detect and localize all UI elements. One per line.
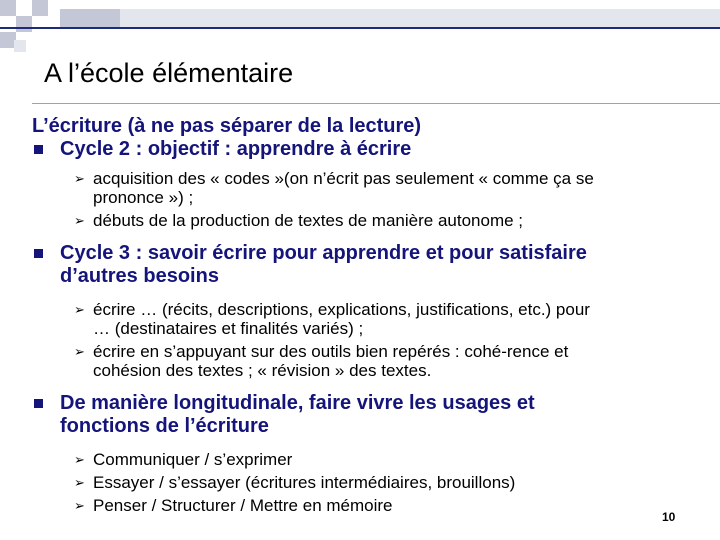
- title-rule: [32, 103, 720, 104]
- arrow-bullet-icon: ➢: [74, 171, 85, 186]
- bullet-level2: [32, 496, 702, 515]
- bullet-level2-text: prononce ») ;: [93, 188, 194, 207]
- deco-square: [32, 0, 48, 16]
- bullet-level1-text: fonctions de l’écriture: [60, 415, 269, 437]
- bullet-level1-text: Cycle 3 : savoir écrire pour apprendre et pour satisfaire: [60, 242, 587, 264]
- sections-list: [32, 138, 702, 515]
- arrow-bullet-icon: ➢: [74, 344, 85, 359]
- slide-body: [32, 114, 702, 515]
- bullet-level2-text: écrire … (récits, descriptions, explications, justifications, etc.) pour: [93, 300, 590, 319]
- arrow-bullet-icon: ➢: [74, 452, 85, 467]
- bullet-level2-text: cohésion des textes ; « révision » des textes.: [93, 361, 432, 380]
- bullet-level2-text: acquisition des « codes »(on n’écrit pas seulement « comme ça se: [93, 169, 594, 188]
- bullet-level2: [32, 342, 702, 380]
- bullet-level2-text: … (destinataires et finalités variés) ;: [93, 319, 364, 338]
- arrow-bullet-icon: ➢: [74, 302, 85, 317]
- band-block: [120, 9, 720, 27]
- arrow-bullet-icon: ➢: [74, 498, 85, 513]
- bullet-level1-text: d’autres besoins: [60, 265, 219, 287]
- bullet-level1-text: De manière longitudinale, faire vivre les usages et: [60, 392, 535, 414]
- page-number: 10: [662, 510, 676, 524]
- bullet-level1: [32, 392, 702, 438]
- arrow-bullet-icon: ➢: [74, 213, 85, 228]
- square-bullet-icon: [34, 249, 43, 258]
- bullet-level2: [32, 450, 702, 469]
- deco-square: [0, 0, 16, 16]
- deco-square: [14, 40, 26, 52]
- bullet-level2: [32, 300, 702, 338]
- deco-square: [0, 16, 16, 32]
- bullet-level1: [32, 242, 702, 288]
- square-bullet-icon: [34, 145, 43, 154]
- arrow-bullet-icon: ➢: [74, 475, 85, 490]
- band-block: [60, 9, 120, 27]
- deco-square: [16, 0, 32, 16]
- slide-title: A l’école élémentaire: [44, 58, 294, 88]
- bullet-level2-text: Essayer / s’essayer (écritures intermédiaires, brouillons): [93, 473, 516, 492]
- square-bullet-icon: [34, 399, 43, 408]
- bullet-level2: [32, 169, 702, 207]
- bullet-level2-text: Communiquer / s’exprimer: [93, 450, 293, 469]
- bullet-level2-text: débuts de la production de textes de manière autonome ;: [93, 211, 524, 230]
- bullet-level1-text: Cycle 2 : objectif : apprendre à écrire: [60, 138, 412, 160]
- section-heading: L’écriture (à ne pas séparer de la lecture): [32, 115, 422, 137]
- bullet-level2: [32, 473, 702, 492]
- deco-square: [16, 16, 32, 32]
- bullet-level2-text: écrire en s’appuyant sur des outils bien repérés : cohé-rence et: [93, 342, 569, 361]
- bullet-level1: [32, 138, 702, 161]
- top-rule: [0, 27, 720, 29]
- top-band: [60, 9, 720, 27]
- bullet-level2-text: Penser / Structurer / Mettre en mémoire: [93, 496, 393, 515]
- bullet-level2: [32, 211, 702, 230]
